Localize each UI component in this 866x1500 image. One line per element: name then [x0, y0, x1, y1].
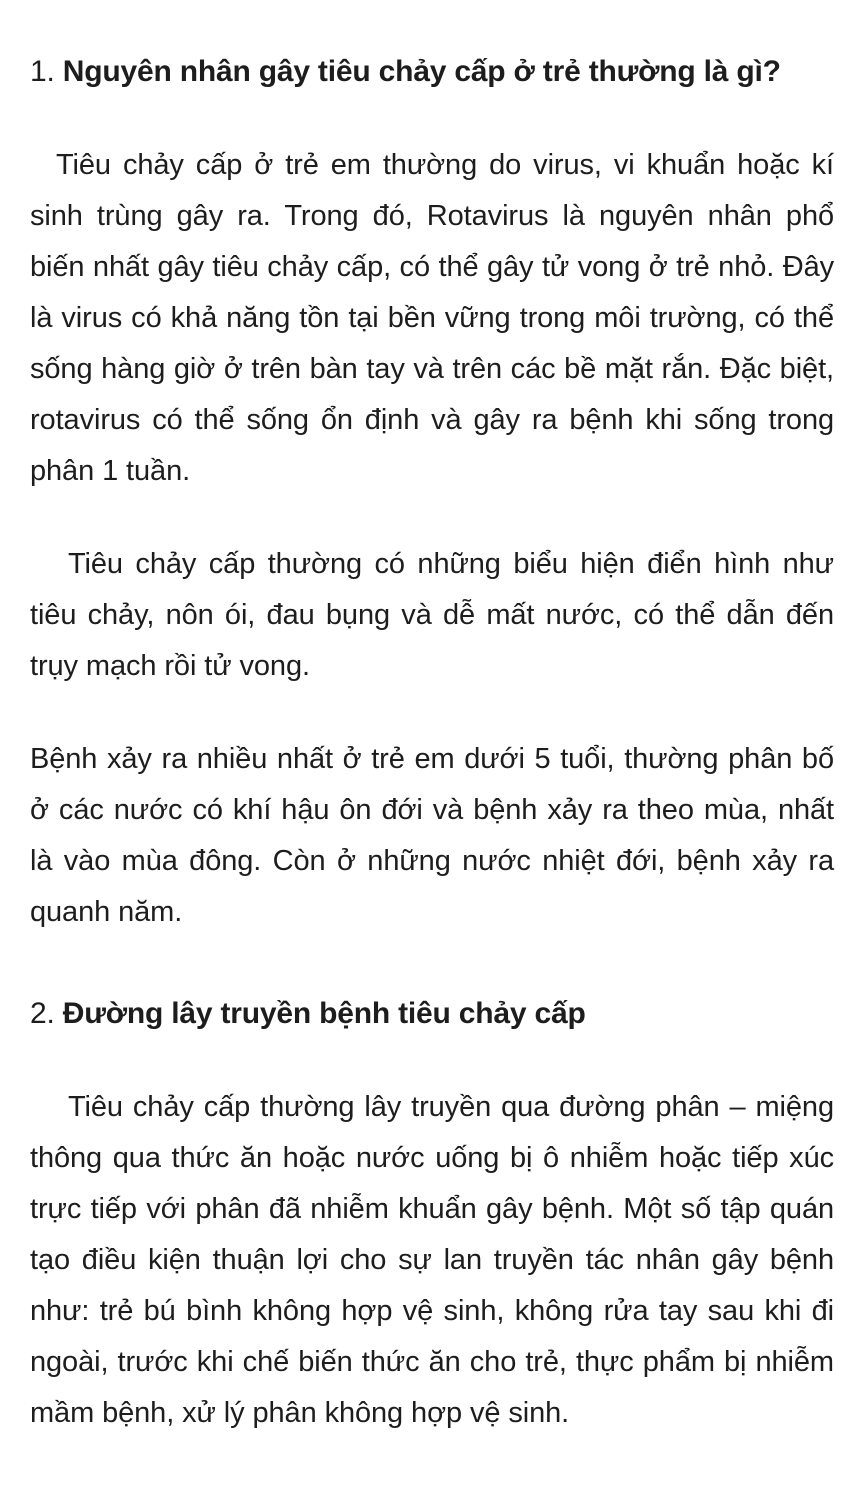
- paragraph: Tiêu chảy cấp thường có những biểu hiện điển hình như tiêu chảy, nôn ói, đau bụng và dễ mất nước, có thể dẫn đến trụy mạch rồi tử vong.: [30, 548, 834, 682]
- section-title: Đường lây truyền bệnh tiêu chảy cấp: [62, 997, 586, 1030]
- paragraph: Tiêu chảy cấp thường lây truyền qua đường phân – miệng thông qua thức ăn hoặc nước uống bị ô nhiễm hoặc tiếp xúc trực tiếp với phân đã nhiễm khuẩn gây bệnh. Một số tập quán tạo điều kiện thuận lợi cho sự lan truyền tác nhân gây bệnh như: trẻ bú bình không hợp vệ sinh, không rửa tay sau khi đi ngoài, trước khi chế biến thức ăn cho trẻ, thực phẩm bị nhiễm mầm bệnh, xử lý phân không hợp vệ sinh.: [30, 1091, 834, 1429]
- section-heading-2: [30, 994, 834, 1034]
- section-number: 2.: [30, 997, 55, 1030]
- paragraph: Tiêu chảy cấp ở trẻ em thường do virus, vi khuẩn hoặc kí sinh trùng gây ra. Trong đó, Rotavirus là nguyên nhân phổ biến nhất gây tiêu chảy cấp, có thể gây tử vong ở trẻ nhỏ. Đây là virus có khả năng tồn tại bền vững trong môi trường, có thể sống hàng giờ ở trên bàn tay và trên các bề mặt rắn. Đặc biệt, rotavirus có thể sống ổn định và gây ra bệnh khi sống trong phân 1 tuần.: [30, 149, 834, 487]
- section-number: 1.: [30, 55, 55, 88]
- section-title: Nguyên nhân gây tiêu chảy cấp ở trẻ thường là gì?: [62, 55, 781, 88]
- section-heading-1: [30, 52, 834, 92]
- paragraph: Bệnh xảy ra nhiều nhất ở trẻ em dưới 5 tuổi, thường phân bố ở các nước có khí hậu ôn đới và bệnh xảy ra theo mùa, nhất là vào mùa đông. Còn ở những nước nhiệt đới, bệnh xảy ra quanh năm.: [30, 743, 834, 928]
